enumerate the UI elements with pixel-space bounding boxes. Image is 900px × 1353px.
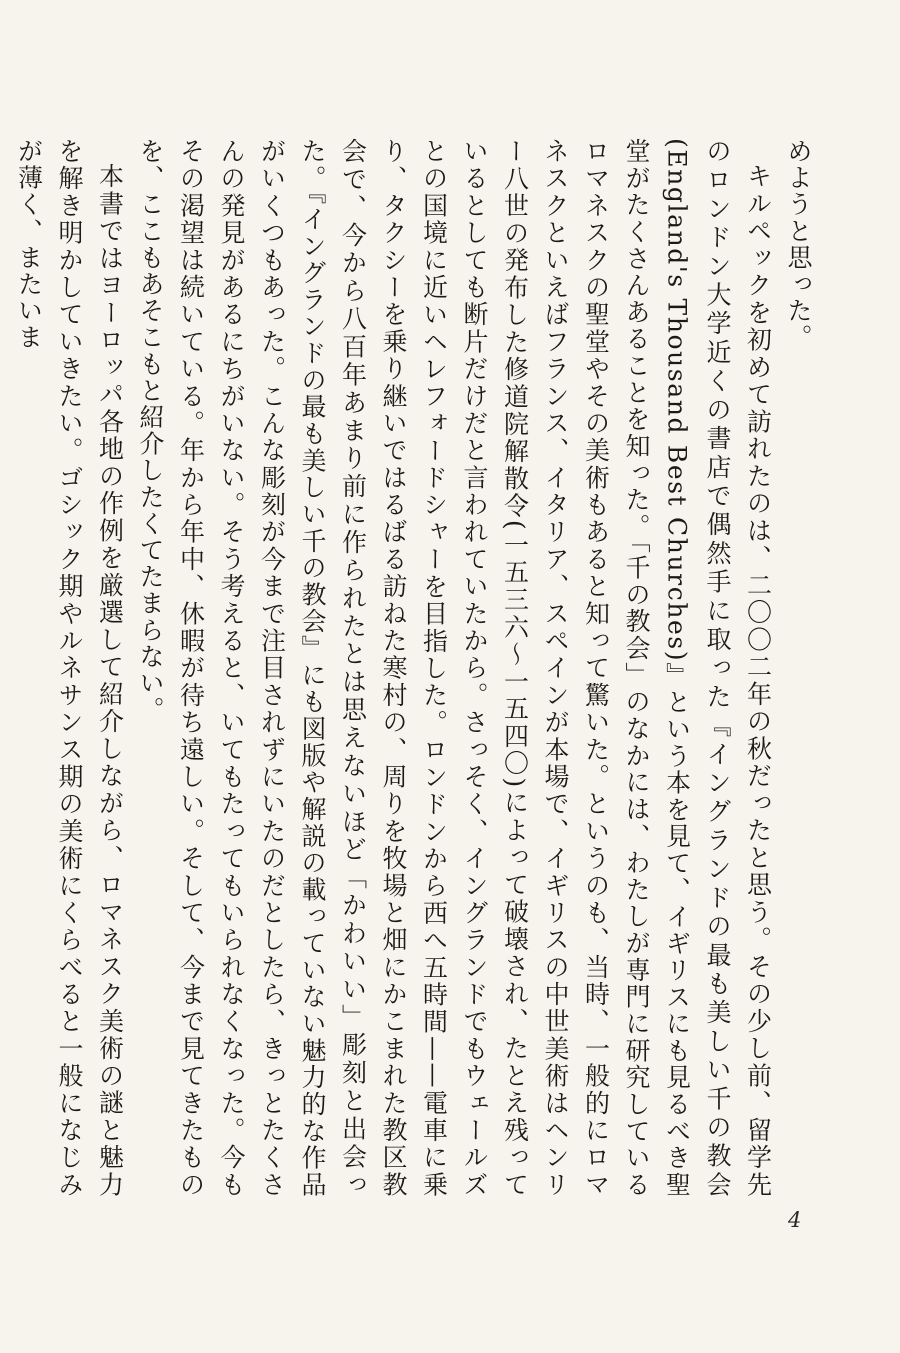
- paragraph-continuation: めようと思った。: [784, 138, 813, 351]
- page-number: 4: [788, 1208, 802, 1232]
- vertical-text-body: [14, 138, 818, 1198]
- paragraph-book-purpose: 本書ではヨーロッパ各地の作例を厳選して紹介しながら、ロマネスク美術の謎と魅力を解き明かしていきたい。ゴシック期やルネサンス期の美術にくらべると一般になじみが薄く、またいま: [14, 138, 125, 1198]
- paragraph-kilpeck-visit: キルペックを初めて訪れたのは、二〇〇二年の秋だったと思う。その少し前、留学先のロンドン大学近くの書店で偶然手に取った『イングランドの最も美しい千の教会(England's Thousand Best Churches)』という本を見て、イギリスにも見るべき聖堂がたくさんあることを知った。「千の教会」のなかには、わたしが専門に研究しているロマネスクの聖堂やその美術もあると知って驚いた。というのも、当時、一般的にロマネスクといえばフランス、イタリア、スペインが本場で、イギリスの中世美術はヘンリー八世の発布した修道院解散令(一五三六〜一五四〇)によって破壊され、たとえ残っているとしても断片だけだと言われていたから。さっそく、イングランドでもウェールズとの国境に近いヘレフォードシャーを目指した。ロンドンから西へ五時間——電車に乗り、タクシーを乗り継いではるばる訪ねた寒村の、周りを牧場と畑にかこまれた教区教会で、今から八百年あまり前に作られたとは思えないほど「かわいい」彫刻と出会った。『イングランドの最も美しい千の教会』にも図版や解説の載っていない魅力的な作品がいくつもあった。こんな彫刻が今まで注目されずにいたのだとしたら、きっとたくさんの発見があるにちがいない。そう考えると、いてもたってもいられなくなった。今もその渇望は続いている。年から年中、休暇が待ち遠しい。そして、今まで見てきたものを、ここもあそこもと紹介したくてたまらない。: [136, 138, 773, 1198]
